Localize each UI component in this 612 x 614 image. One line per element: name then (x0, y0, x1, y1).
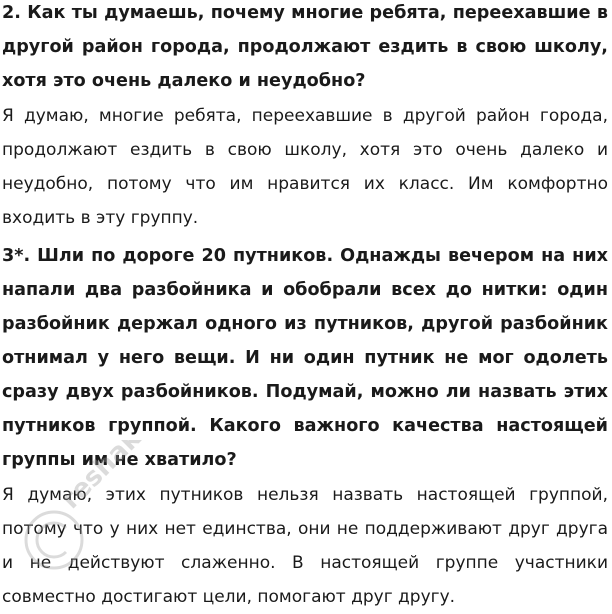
document-body (2, 0, 608, 614)
answer-3-text: Я думаю, этих путников нельзя назвать настоящей группой, потому что у них нет единства, они не поддерживают друг друга и не действуют слаженно. В настоящей группе участники совместно достигают цели, помогают друг другу. (2, 485, 608, 607)
answer-2-text: Я думаю, многие ребята, переехавшие в другой район города, продолжают ездить в свою школу, хотя это очень далеко и неудобно, потому что им нравится их класс. Им комфортно входить в эту группу. (2, 106, 608, 228)
question-2-text: 2. Как ты думаешь, почему многие ребята, переехавшие в другой район города, продолжают ездить в свою школу, хотя это очень далеко и неудобно? (2, 3, 608, 91)
question-3-text: 3*. Шли по дороге 20 путников. Однажды вечером на них напали два разбойника и обобрали всех до нитки: один разбойник держал одного из путников, другой разбойник отнимал у него вещи. И ни один путник не мог одолеть сразу двух разбойников. Подумай, можно ли назвать этих путников группой. Какого важного качества настоящей группы им не хватило? (2, 246, 608, 470)
watermark-text: reshak.ru (55, 440, 154, 515)
